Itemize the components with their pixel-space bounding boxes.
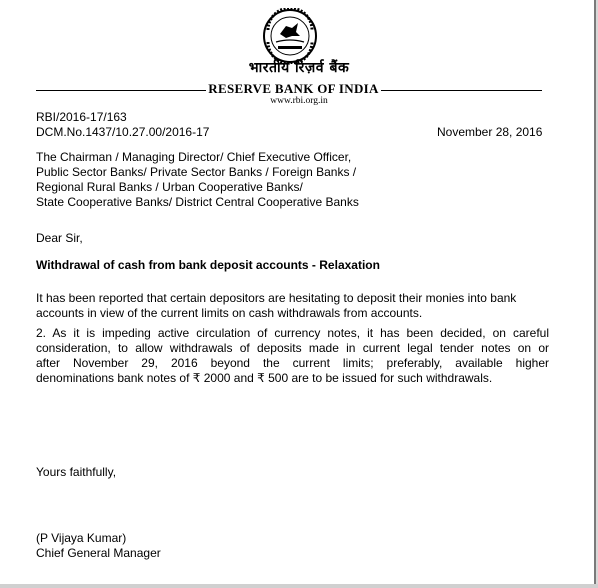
- paragraph-line: after November 29, 2016 beyond the current limits; preferably, available higher: [36, 356, 549, 370]
- hindi-bank-name: भारतीय रिज़र्व बैंक: [248, 60, 350, 76]
- addressee-line: State Cooperative Banks/ District Central Cooperative Banks: [36, 195, 359, 209]
- window-border-bottom: [0, 584, 598, 588]
- addressee-line: Regional Rural Banks / Urban Cooperative Banks/: [36, 180, 303, 194]
- paragraph-1: [36, 291, 549, 321]
- left-rule: [36, 90, 206, 91]
- english-name-row: [36, 81, 542, 97]
- right-rule: [381, 90, 542, 91]
- paragraph-line: It has been reported that certain depositors are hesitating to deposit their monies into bank: [36, 291, 517, 305]
- signatory-name: (P Vijaya Kumar): [36, 531, 127, 545]
- dcm-reference: DCM.No.1437/10.27.00/2016-17: [36, 125, 210, 139]
- english-bank-name: RESERVE BANK OF INDIA: [208, 81, 379, 96]
- signatory-designation: Chief General Manager: [36, 546, 161, 560]
- rbi-seal-logo: [262, 8, 318, 64]
- paragraph-line: denominations bank notes of ₹ 2000 and ₹ 500 are to be issued for such withdrawals.: [36, 371, 493, 385]
- letter-date: November 28, 2016: [437, 125, 543, 139]
- salutation: Dear Sir,: [36, 231, 83, 245]
- paragraph-2: [36, 326, 549, 386]
- closing-text: Yours faithfully,: [36, 465, 117, 479]
- addressee-line: Public Sector Banks/ Private Sector Banks / Foreign Banks /: [36, 165, 357, 179]
- addressee-line: The Chairman / Managing Director/ Chief Executive Officer,: [36, 150, 352, 164]
- subject-line: Withdrawal of cash from bank deposit accounts - Relaxation: [36, 258, 380, 272]
- paragraph-line: accounts in view of the current limits on cash withdrawals from accounts.: [36, 306, 423, 320]
- rbi-reference: RBI/2016-17/163: [36, 110, 127, 124]
- paragraph-line: consideration, to allow withdrawals of deposits made in current legal tender notes on or: [36, 341, 549, 355]
- paragraph-line: 2. As it is impeding active circulation of currency notes, it has been decided, on careful: [36, 326, 549, 340]
- website-text: www.rbi.org.in: [270, 96, 328, 106]
- addressee-block: [36, 150, 359, 210]
